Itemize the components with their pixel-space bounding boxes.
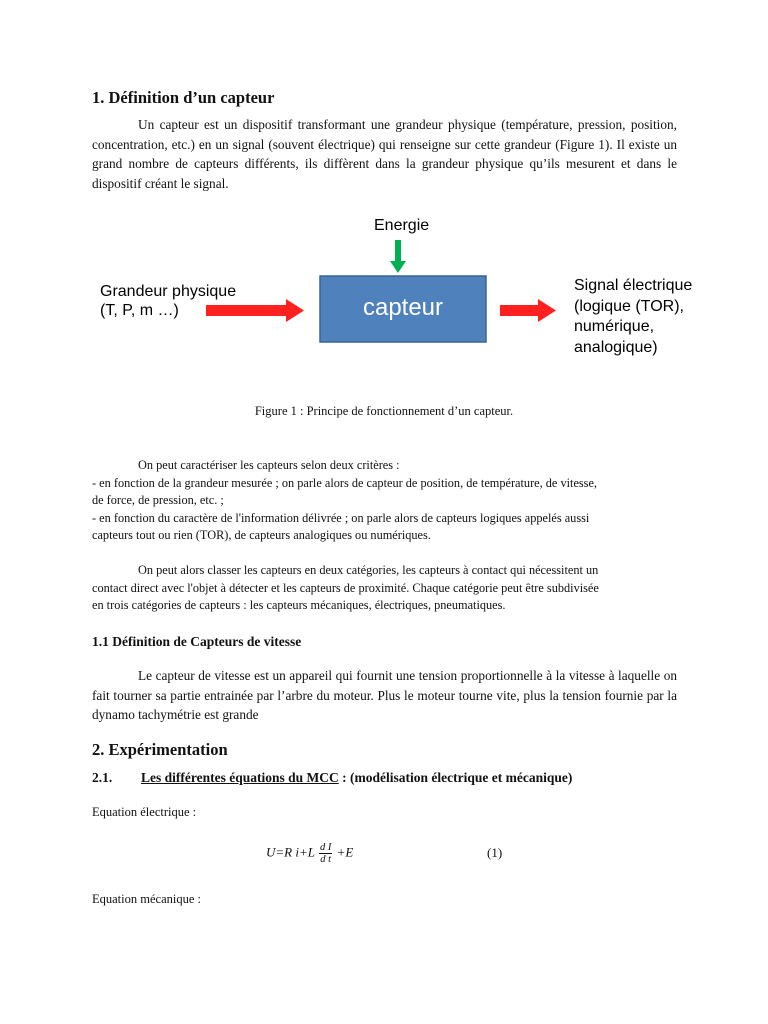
mechanical-equation-label: Equation mécanique : — [92, 892, 201, 906]
classification-block — [92, 562, 680, 615]
capteur-box-label: capteur — [362, 294, 444, 321]
section-1-1-paragraph: Le capteur de vitesse est un appareil qui fournit une tension proportionnelle à la vitesse à laquelle on fait tourner sa partie entrainée par l’arbre du moteur. Plus le moteur tourne vite, plus la tension fournie par la dynamo tachymétrie est grande — [92, 668, 677, 722]
figure-caption: Figure 1 : Principe de fonctionnement d’un capteur. — [254, 404, 514, 418]
output-label: Signal électrique (logique (TOR), numérique, analogique) — [574, 277, 693, 356]
classification-line-3: en trois catégories de capteurs : les capteurs mécaniques, électriques, pneumatiques. — [92, 598, 506, 613]
section-2-title: 2. Expérimentation — [92, 740, 228, 759]
input-label: Grandeur physique (T, P, m …) — [100, 283, 237, 319]
criteria-item-1a: - en fonction de la grandeur mesurée ; on parle alors de capteur de position, de température, de vitesse, — [92, 475, 598, 490]
equation-number: (1) — [487, 845, 503, 860]
criteria-intro: On peut caractériser les capteurs selon deux critères : — [138, 458, 400, 472]
criteria-block — [92, 457, 680, 545]
electric-equation — [266, 842, 353, 865]
section-2-1-number: 2.1. — [92, 770, 113, 785]
equation-lhs: U=R i+L — [266, 844, 315, 860]
equation-fraction — [319, 842, 332, 865]
section-1-paragraph: Un capteur est un dispositif transformant une grandeur physique (température, pression, position, concentration, etc.) en un signal (souvent électrique) qui renseigne sur cette grandeur (Figure 1). Il existe un grand nombre de capteurs différents, ils diffèrent dans la grandeur physique qu’ils mesurent et dans le dispositif créant le signal. — [92, 117, 677, 191]
electric-equation-label: Equation électrique : — [92, 805, 197, 819]
output-arrow — [500, 299, 556, 322]
section-2-1-title — [92, 770, 572, 786]
equation-numerator: d I — [319, 842, 332, 853]
criteria-item-1b: de force, de pression, etc. ; — [92, 493, 224, 508]
section-2-1-title-rest: : (modélisation électrique et mécanique) — [338, 770, 573, 785]
sensor-principle-diagram — [92, 212, 712, 362]
classification-line-1: On peut alors classer les capteurs en deux catégories, les capteurs à contact qui nécessitent un — [138, 563, 599, 577]
energy-arrow — [390, 240, 406, 273]
criteria-item-2b: capteurs tout ou rien (TOR), de capteurs analogiques ou numériques. — [92, 528, 431, 543]
classification-line-2: contact direct avec l'objet à détecter et les capteurs de proximité. Chaque catégorie peut être subdivisée — [92, 580, 599, 595]
section-2-1-underlined-title: Les différentes équations du MCC — [141, 770, 339, 785]
energy-label: Energie — [374, 217, 430, 234]
equation-tail: +E — [336, 844, 354, 860]
equation-denominator: d t — [320, 854, 332, 865]
criteria-item-2a: - en fonction du caractère de l'information délivrée ; on parle alors de capteurs logiques appelés aussi — [92, 510, 590, 525]
section-1-title: 1. Définition d’un capteur — [92, 88, 275, 107]
section-1-1-title: 1.1 Définition de Capteurs de vitesse — [92, 634, 302, 649]
